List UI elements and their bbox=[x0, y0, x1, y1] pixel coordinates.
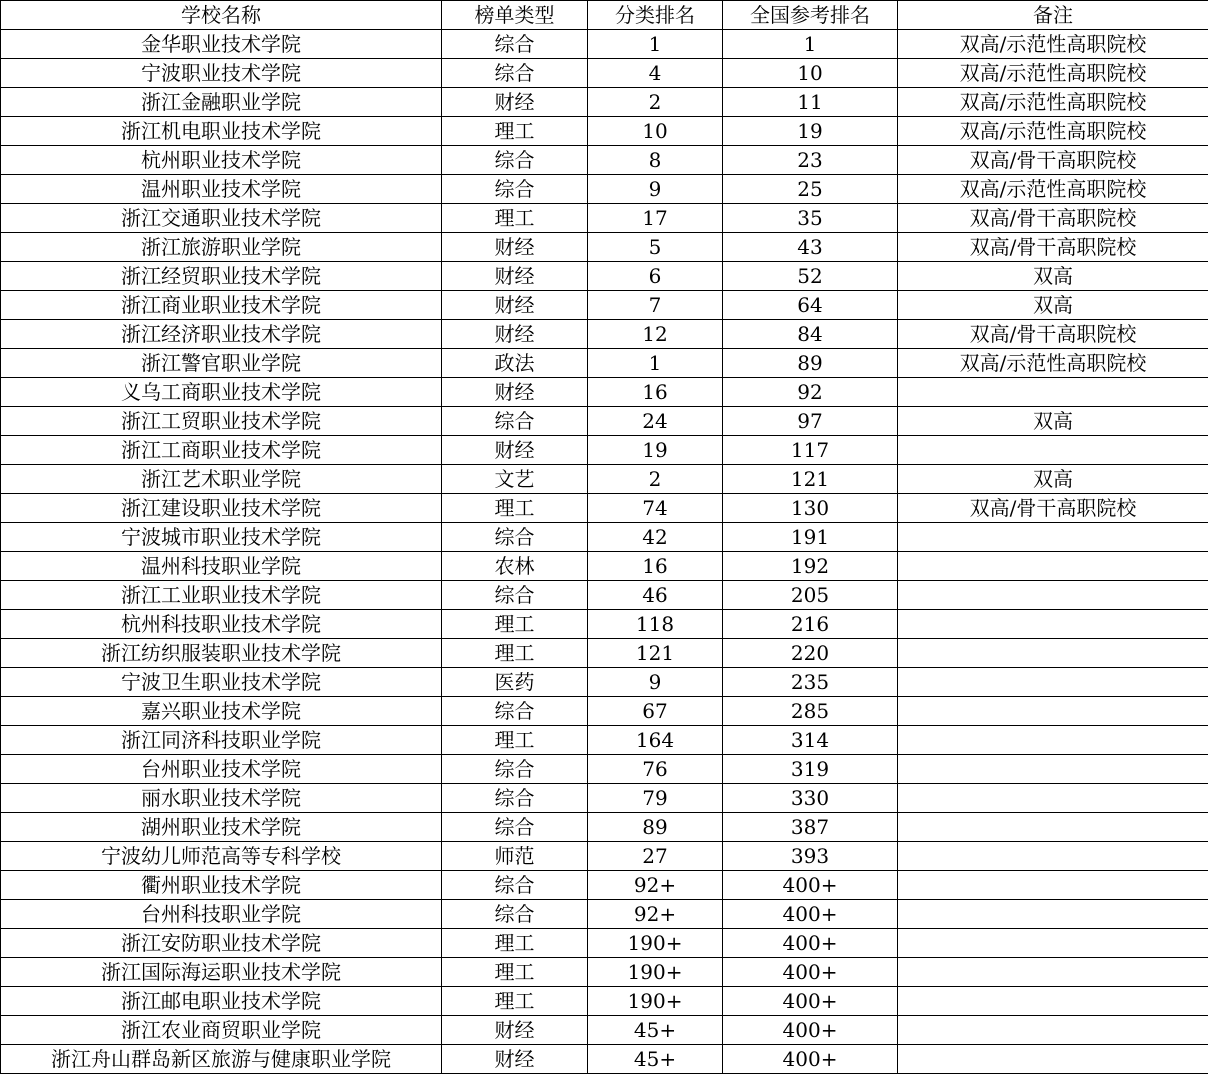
remarks-cell bbox=[898, 755, 1208, 784]
list-type-cell: 理工 bbox=[442, 929, 588, 958]
school-name-cell: 杭州科技职业技术学院 bbox=[1, 610, 442, 639]
school-name-cell: 宁波卫生职业技术学院 bbox=[1, 668, 442, 697]
list-type-cell: 理工 bbox=[442, 639, 588, 668]
remarks-cell: 双高/骨干高职院校 bbox=[898, 494, 1208, 523]
category-rank-cell: 190+ bbox=[588, 987, 723, 1016]
category-rank-cell: 92+ bbox=[588, 900, 723, 929]
list-type-cell: 综合 bbox=[442, 784, 588, 813]
table-row bbox=[1, 929, 1208, 958]
list-type-cell: 财经 bbox=[442, 233, 588, 262]
table-row bbox=[1, 755, 1208, 784]
category-rank-cell: 190+ bbox=[588, 958, 723, 987]
school-name-cell: 浙江经贸职业技术学院 bbox=[1, 262, 442, 291]
national-rank-cell: 92 bbox=[723, 378, 898, 407]
list-type-cell: 财经 bbox=[442, 436, 588, 465]
remarks-cell: 双高 bbox=[898, 407, 1208, 436]
table-row bbox=[1, 233, 1208, 262]
school-name-cell: 浙江金融职业学院 bbox=[1, 88, 442, 117]
national-rank-cell: 393 bbox=[723, 842, 898, 871]
school-name-cell: 台州科技职业学院 bbox=[1, 900, 442, 929]
category-rank-cell: 4 bbox=[588, 59, 723, 88]
category-rank-cell: 164 bbox=[588, 726, 723, 755]
category-rank-cell: 46 bbox=[588, 581, 723, 610]
list-type-cell: 理工 bbox=[442, 204, 588, 233]
remarks-cell: 双高/示范性高职院校 bbox=[898, 349, 1208, 378]
list-type-cell: 理工 bbox=[442, 610, 588, 639]
list-type-cell: 理工 bbox=[442, 958, 588, 987]
remarks-cell bbox=[898, 900, 1208, 929]
school-name-cell: 浙江建设职业技术学院 bbox=[1, 494, 442, 523]
table-row bbox=[1, 291, 1208, 320]
header-national-rank: 全国参考排名 bbox=[723, 1, 898, 30]
list-type-cell: 综合 bbox=[442, 59, 588, 88]
header-category-rank: 分类排名 bbox=[588, 1, 723, 30]
list-type-cell: 综合 bbox=[442, 755, 588, 784]
national-rank-cell: 330 bbox=[723, 784, 898, 813]
school-name-cell: 浙江安防职业技术学院 bbox=[1, 929, 442, 958]
table-row bbox=[1, 581, 1208, 610]
category-rank-cell: 12 bbox=[588, 320, 723, 349]
school-name-cell: 浙江旅游职业学院 bbox=[1, 233, 442, 262]
remarks-cell: 双高/骨干高职院校 bbox=[898, 204, 1208, 233]
school-name-cell: 金华职业技术学院 bbox=[1, 30, 442, 59]
category-rank-cell: 190+ bbox=[588, 929, 723, 958]
category-rank-cell: 2 bbox=[588, 465, 723, 494]
remarks-cell bbox=[898, 813, 1208, 842]
remarks-cell bbox=[898, 784, 1208, 813]
remarks-cell bbox=[898, 581, 1208, 610]
remarks-cell: 双高/示范性高职院校 bbox=[898, 30, 1208, 59]
list-type-cell: 财经 bbox=[442, 88, 588, 117]
list-type-cell: 财经 bbox=[442, 262, 588, 291]
category-rank-cell: 7 bbox=[588, 291, 723, 320]
national-rank-cell: 400+ bbox=[723, 929, 898, 958]
national-rank-cell: 19 bbox=[723, 117, 898, 146]
remarks-cell bbox=[898, 552, 1208, 581]
remarks-cell bbox=[898, 929, 1208, 958]
table-row bbox=[1, 59, 1208, 88]
table-row bbox=[1, 987, 1208, 1016]
table-row bbox=[1, 88, 1208, 117]
list-type-cell: 财经 bbox=[442, 320, 588, 349]
school-name-cell: 浙江农业商贸职业学院 bbox=[1, 1016, 442, 1045]
category-rank-cell: 118 bbox=[588, 610, 723, 639]
category-rank-cell: 19 bbox=[588, 436, 723, 465]
list-type-cell: 综合 bbox=[442, 900, 588, 929]
category-rank-cell: 67 bbox=[588, 697, 723, 726]
list-type-cell: 医药 bbox=[442, 668, 588, 697]
national-rank-cell: 314 bbox=[723, 726, 898, 755]
table-row bbox=[1, 523, 1208, 552]
remarks-cell: 双高/示范性高职院校 bbox=[898, 88, 1208, 117]
table-row bbox=[1, 958, 1208, 987]
national-rank-cell: 52 bbox=[723, 262, 898, 291]
category-rank-cell: 6 bbox=[588, 262, 723, 291]
national-rank-cell: 121 bbox=[723, 465, 898, 494]
category-rank-cell: 16 bbox=[588, 552, 723, 581]
school-name-cell: 浙江工商职业技术学院 bbox=[1, 436, 442, 465]
national-rank-cell: 400+ bbox=[723, 1045, 898, 1074]
list-type-cell: 综合 bbox=[442, 146, 588, 175]
category-rank-cell: 24 bbox=[588, 407, 723, 436]
school-name-cell: 浙江工贸职业技术学院 bbox=[1, 407, 442, 436]
header-remarks: 备注 bbox=[898, 1, 1208, 30]
table-row bbox=[1, 117, 1208, 146]
list-type-cell: 综合 bbox=[442, 813, 588, 842]
remarks-cell: 双高/骨干高职院校 bbox=[898, 146, 1208, 175]
remarks-cell: 双高/示范性高职院校 bbox=[898, 117, 1208, 146]
list-type-cell: 综合 bbox=[442, 523, 588, 552]
header-list-type: 榜单类型 bbox=[442, 1, 588, 30]
list-type-cell: 政法 bbox=[442, 349, 588, 378]
table-row bbox=[1, 407, 1208, 436]
category-rank-cell: 17 bbox=[588, 204, 723, 233]
category-rank-cell: 9 bbox=[588, 175, 723, 204]
table-row bbox=[1, 842, 1208, 871]
school-name-cell: 浙江邮电职业技术学院 bbox=[1, 987, 442, 1016]
remarks-cell bbox=[898, 639, 1208, 668]
national-rank-cell: 64 bbox=[723, 291, 898, 320]
table-row bbox=[1, 639, 1208, 668]
category-rank-cell: 1 bbox=[588, 30, 723, 59]
category-rank-cell: 5 bbox=[588, 233, 723, 262]
remarks-cell: 双高/骨干高职院校 bbox=[898, 233, 1208, 262]
national-rank-cell: 192 bbox=[723, 552, 898, 581]
national-rank-cell: 220 bbox=[723, 639, 898, 668]
school-name-cell: 浙江同济科技职业学院 bbox=[1, 726, 442, 755]
school-name-cell: 温州科技职业学院 bbox=[1, 552, 442, 581]
school-name-cell: 浙江经济职业技术学院 bbox=[1, 320, 442, 349]
table-row bbox=[1, 465, 1208, 494]
school-name-cell: 浙江工业职业技术学院 bbox=[1, 581, 442, 610]
school-name-cell: 衢州职业技术学院 bbox=[1, 871, 442, 900]
header-row bbox=[1, 1, 1208, 30]
header-school-name: 学校名称 bbox=[1, 1, 442, 30]
table-row bbox=[1, 900, 1208, 929]
remarks-cell bbox=[898, 697, 1208, 726]
school-name-cell: 杭州职业技术学院 bbox=[1, 146, 442, 175]
category-rank-cell: 27 bbox=[588, 842, 723, 871]
national-rank-cell: 11 bbox=[723, 88, 898, 117]
national-rank-cell: 10 bbox=[723, 59, 898, 88]
national-rank-cell: 400+ bbox=[723, 1016, 898, 1045]
remarks-cell bbox=[898, 871, 1208, 900]
national-rank-cell: 191 bbox=[723, 523, 898, 552]
category-rank-cell: 74 bbox=[588, 494, 723, 523]
national-rank-cell: 130 bbox=[723, 494, 898, 523]
category-rank-cell: 45+ bbox=[588, 1016, 723, 1045]
remarks-cell bbox=[898, 610, 1208, 639]
table-row bbox=[1, 552, 1208, 581]
table-row bbox=[1, 175, 1208, 204]
remarks-cell: 双高/示范性高职院校 bbox=[898, 59, 1208, 88]
category-rank-cell: 42 bbox=[588, 523, 723, 552]
school-name-cell: 浙江机电职业技术学院 bbox=[1, 117, 442, 146]
category-rank-cell: 16 bbox=[588, 378, 723, 407]
table-row bbox=[1, 1016, 1208, 1045]
remarks-cell: 双高 bbox=[898, 291, 1208, 320]
remarks-cell bbox=[898, 1045, 1208, 1074]
category-rank-cell: 9 bbox=[588, 668, 723, 697]
list-type-cell: 理工 bbox=[442, 726, 588, 755]
national-rank-cell: 319 bbox=[723, 755, 898, 784]
national-rank-cell: 235 bbox=[723, 668, 898, 697]
table-row bbox=[1, 871, 1208, 900]
list-type-cell: 综合 bbox=[442, 871, 588, 900]
category-rank-cell: 1 bbox=[588, 349, 723, 378]
table-row bbox=[1, 204, 1208, 233]
national-rank-cell: 43 bbox=[723, 233, 898, 262]
table-row bbox=[1, 668, 1208, 697]
national-rank-cell: 400+ bbox=[723, 958, 898, 987]
remarks-cell bbox=[898, 523, 1208, 552]
school-name-cell: 浙江艺术职业学院 bbox=[1, 465, 442, 494]
remarks-cell: 双高/示范性高职院校 bbox=[898, 175, 1208, 204]
list-type-cell: 文艺 bbox=[442, 465, 588, 494]
category-rank-cell: 121 bbox=[588, 639, 723, 668]
category-rank-cell: 2 bbox=[588, 88, 723, 117]
school-name-cell: 丽水职业技术学院 bbox=[1, 784, 442, 813]
list-type-cell: 综合 bbox=[442, 30, 588, 59]
table-row bbox=[1, 320, 1208, 349]
list-type-cell: 综合 bbox=[442, 581, 588, 610]
national-rank-cell: 84 bbox=[723, 320, 898, 349]
national-rank-cell: 400+ bbox=[723, 871, 898, 900]
remarks-cell bbox=[898, 958, 1208, 987]
table-row bbox=[1, 813, 1208, 842]
remarks-cell bbox=[898, 726, 1208, 755]
school-name-cell: 台州职业技术学院 bbox=[1, 755, 442, 784]
table-row bbox=[1, 784, 1208, 813]
school-name-cell: 浙江警官职业学院 bbox=[1, 349, 442, 378]
table-row bbox=[1, 494, 1208, 523]
remarks-cell bbox=[898, 378, 1208, 407]
table-body bbox=[1, 30, 1208, 1074]
category-rank-cell: 76 bbox=[588, 755, 723, 784]
national-rank-cell: 35 bbox=[723, 204, 898, 233]
table-row bbox=[1, 726, 1208, 755]
category-rank-cell: 45+ bbox=[588, 1045, 723, 1074]
table-row bbox=[1, 378, 1208, 407]
remarks-cell bbox=[898, 987, 1208, 1016]
school-name-cell: 义乌工商职业技术学院 bbox=[1, 378, 442, 407]
table-row bbox=[1, 262, 1208, 291]
national-rank-cell: 1 bbox=[723, 30, 898, 59]
category-rank-cell: 10 bbox=[588, 117, 723, 146]
category-rank-cell: 92+ bbox=[588, 871, 723, 900]
table-row bbox=[1, 30, 1208, 59]
remarks-cell bbox=[898, 668, 1208, 697]
table-row bbox=[1, 697, 1208, 726]
category-rank-cell: 8 bbox=[588, 146, 723, 175]
national-rank-cell: 117 bbox=[723, 436, 898, 465]
national-rank-cell: 89 bbox=[723, 349, 898, 378]
school-name-cell: 湖州职业技术学院 bbox=[1, 813, 442, 842]
school-name-cell: 浙江交通职业技术学院 bbox=[1, 204, 442, 233]
school-name-cell: 浙江舟山群岛新区旅游与健康职业学院 bbox=[1, 1045, 442, 1074]
remarks-cell: 双高 bbox=[898, 465, 1208, 494]
list-type-cell: 财经 bbox=[442, 1016, 588, 1045]
list-type-cell: 理工 bbox=[442, 987, 588, 1016]
school-name-cell: 宁波职业技术学院 bbox=[1, 59, 442, 88]
school-name-cell: 宁波幼儿师范高等专科学校 bbox=[1, 842, 442, 871]
list-type-cell: 综合 bbox=[442, 175, 588, 204]
school-name-cell: 嘉兴职业技术学院 bbox=[1, 697, 442, 726]
national-rank-cell: 400+ bbox=[723, 900, 898, 929]
national-rank-cell: 400+ bbox=[723, 987, 898, 1016]
remarks-cell bbox=[898, 436, 1208, 465]
remarks-cell: 双高 bbox=[898, 262, 1208, 291]
category-rank-cell: 89 bbox=[588, 813, 723, 842]
list-type-cell: 财经 bbox=[442, 1045, 588, 1074]
national-rank-cell: 285 bbox=[723, 697, 898, 726]
school-name-cell: 浙江国际海运职业技术学院 bbox=[1, 958, 442, 987]
school-name-cell: 温州职业技术学院 bbox=[1, 175, 442, 204]
list-type-cell: 理工 bbox=[442, 494, 588, 523]
list-type-cell: 财经 bbox=[442, 291, 588, 320]
table-row bbox=[1, 436, 1208, 465]
remarks-cell: 双高/骨干高职院校 bbox=[898, 320, 1208, 349]
list-type-cell: 师范 bbox=[442, 842, 588, 871]
table-row bbox=[1, 146, 1208, 175]
list-type-cell: 综合 bbox=[442, 407, 588, 436]
national-rank-cell: 205 bbox=[723, 581, 898, 610]
list-type-cell: 综合 bbox=[442, 697, 588, 726]
list-type-cell: 财经 bbox=[442, 378, 588, 407]
national-rank-cell: 23 bbox=[723, 146, 898, 175]
table-row bbox=[1, 349, 1208, 378]
table-row bbox=[1, 610, 1208, 639]
school-name-cell: 宁波城市职业技术学院 bbox=[1, 523, 442, 552]
national-rank-cell: 25 bbox=[723, 175, 898, 204]
list-type-cell: 理工 bbox=[442, 117, 588, 146]
national-rank-cell: 216 bbox=[723, 610, 898, 639]
school-name-cell: 浙江纺织服装职业技术学院 bbox=[1, 639, 442, 668]
national-rank-cell: 387 bbox=[723, 813, 898, 842]
remarks-cell bbox=[898, 1016, 1208, 1045]
school-name-cell: 浙江商业职业技术学院 bbox=[1, 291, 442, 320]
national-rank-cell: 97 bbox=[723, 407, 898, 436]
table-row bbox=[1, 1045, 1208, 1074]
category-rank-cell: 79 bbox=[588, 784, 723, 813]
remarks-cell bbox=[898, 842, 1208, 871]
list-type-cell: 农林 bbox=[442, 552, 588, 581]
